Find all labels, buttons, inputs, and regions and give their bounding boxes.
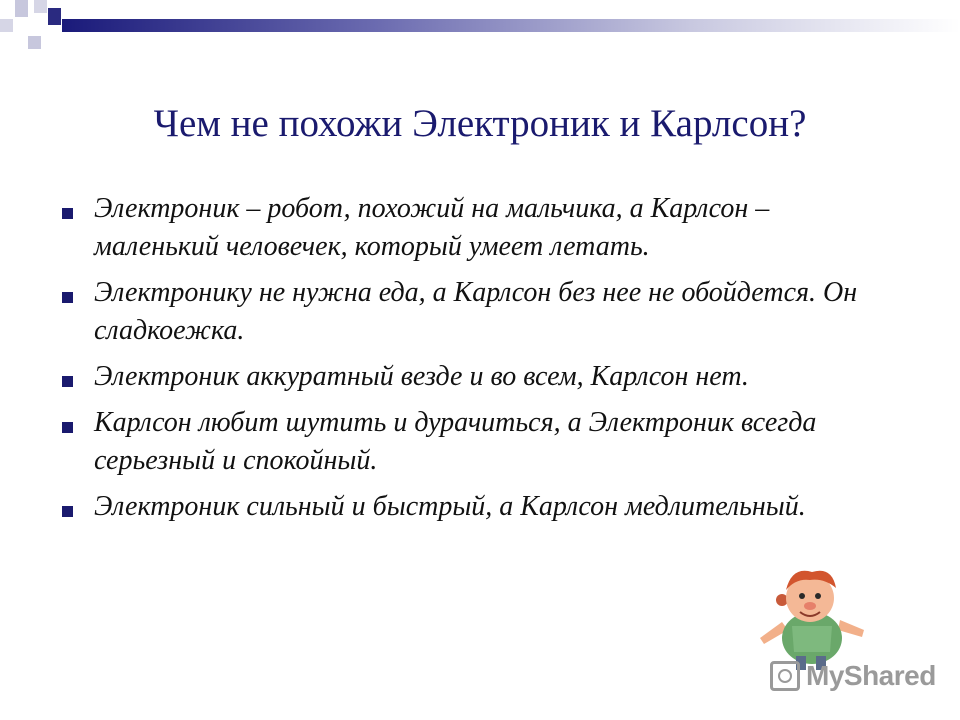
deco-square: [0, 19, 13, 32]
watermark-text: MyShared: [806, 660, 936, 691]
deco-square: [34, 0, 47, 13]
mascot-eye: [799, 593, 805, 599]
bullet-list: [60, 190, 880, 534]
mascot-shirt-check: [792, 626, 832, 652]
slide-title: Чем не похожи Электроник и Карлсон?: [153, 102, 807, 145]
bullet-text: Электроник – робот, похожий на мальчика, а Карлсон – маленький человечек, который умеет летать.: [94, 193, 770, 262]
myshared-watermark: [770, 656, 936, 696]
mascot-eye: [815, 593, 821, 599]
bullet-item: [60, 358, 880, 396]
deco-square: [48, 8, 61, 25]
bullet-item: [60, 404, 880, 480]
deco-square: [28, 36, 41, 49]
bullet-square-icon: [62, 376, 73, 387]
bullet-text: Карлсон любит шутить и дурачиться, а Электроник всегда серьезный и спокойный.: [94, 407, 817, 476]
bullet-square-icon: [62, 208, 73, 219]
bullet-text: Электроник аккуратный везде и во всем, Карлсон нет.: [94, 361, 749, 392]
bullet-square-icon: [62, 506, 73, 517]
mascot-nose: [804, 602, 816, 610]
bullet-item: [60, 274, 880, 350]
header-decoration: [0, 0, 960, 60]
bullet-square-icon: [62, 292, 73, 303]
bullet-text: Электроник сильный и быстрый, а Карлсон медлительный.: [94, 491, 806, 522]
deco-square: [15, 0, 28, 17]
mascot-arm-right: [838, 620, 864, 637]
bullet-item: [60, 190, 880, 266]
bullet-item: [60, 488, 880, 526]
myshared-logo-icon: [770, 661, 800, 691]
bullet-square-icon: [62, 422, 73, 433]
header-gradient-bar: [62, 19, 960, 32]
bullet-text: Электронику не нужна еда, а Карлсон без нее не обойдется. Он сладкоежка.: [94, 277, 858, 346]
